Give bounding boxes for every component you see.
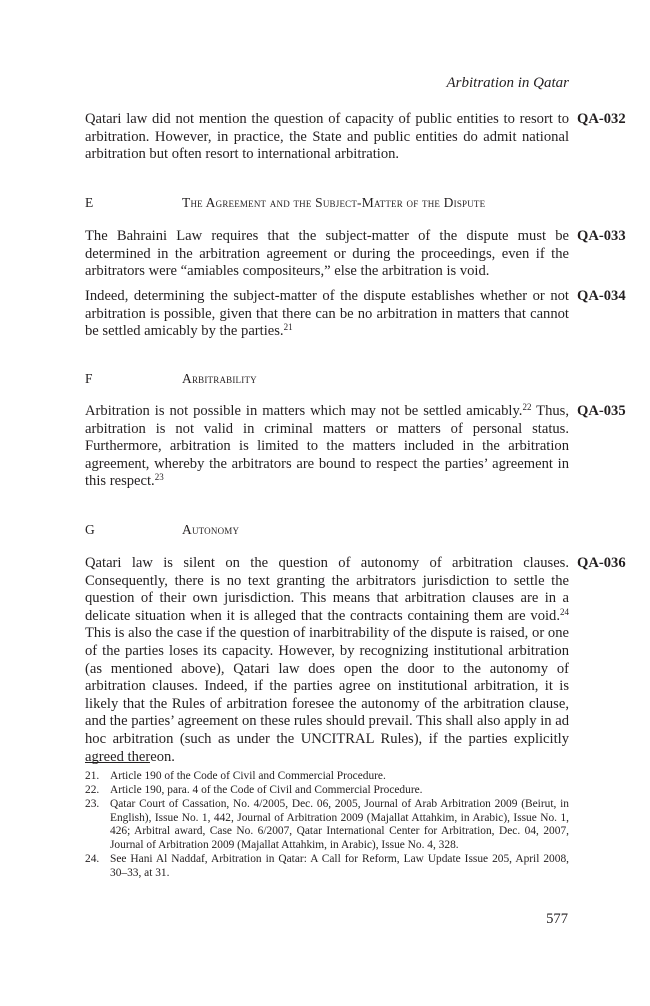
footnote-ref: 21 [283,322,293,333]
section-letter: E [85,195,94,210]
footnote-number: 21. [85,770,100,782]
margin-number-qa-034: QA-034 [577,288,626,304]
paragraph-qa-032: Qatari law did not mention the question of capacity of public entities to resort to arbitration. However, in practice, the State and public entities do admit national arbitration but often resort to international arbitration. [85,111,569,163]
footnote-text: Article 190, para. 4 of the Code of Civil and Commercial Procedure. [110,784,423,796]
paragraph-qa-034 [85,288,569,341]
paragraph-text: Indeed, determining the subject-matter of the dispute establishes whether or not arbitration is possible, given that there can be no arbitration in matters that cannot be settled amicably by the parties. [85,288,569,340]
margin-number-qa-033: QA-033 [577,228,626,244]
footnote-text: Article 190 of the Code of Civil and Commercial Procedure. [110,770,386,782]
running-head: Arbitration in Qatar [446,75,569,91]
section-title: Arbitrability [182,371,257,386]
footnote-text: See Hani Al Naddaf, Arbitration in Qatar: A Call for Reform, Law Update Issue 205, April 2008, 30–33, at 31. [110,853,569,879]
section-letter: F [85,371,93,386]
paragraph-qa-033: The Bahraini Law requires that the subject-matter of the dispute must be determined in the arbitration agreement or during the proceedings, even if the arbitrators were “amiables compositeurs,” else the arbitration is void. [85,228,569,280]
paragraph-text: Qatari law is silent on the question of autonomy of arbitration clauses. Consequently, there is no text granting the arbitrators jurisdiction to settle the question of their own jurisdiction. This means that arbitration clauses are in a delicate situation when it is alleged that the contracts containing them are void. [85,555,569,624]
footnote-23 [85,798,569,852]
paragraph-qa-035 [85,403,569,491]
section-title: Autonomy [182,522,240,537]
footnote-number: 23. [85,798,100,810]
paragraph-text: Arbitration is not possible in matters which may not be settled amicably. [85,403,523,419]
section-title: The Agreement and the Subject-Matter of the Dispute [182,195,486,210]
footnote-separator [85,762,150,763]
margin-number-qa-035: QA-035 [577,403,626,419]
footnote-21 [85,770,569,784]
footnote-ref: 23 [154,472,164,483]
paragraph-qa-036 [85,555,569,766]
paragraph-text: This is also the case if the question of inarbitrability of the dispute is raised, or one of the parties loses its capacity. However, by recognizing institutional arbitration (as mentioned above), Qatari law does open the door to the autonomy of arbitration clauses. Indeed, if the parties agree on institutional arbitration, it is likely that the Rules of arbitration foresee the autonomy of the arbitration clause, and the parties’ agreement on these rules should prevail. This shall also apply in ad hoc arbitration (such as under the UNCITRAL Rules), if the parties explicitly agreed thereon. [85,625,569,765]
paragraph-text: Thus, arbitration is not valid in criminal matters or matters of personal status. Furthermore, arbitration is limited to the matters included in the arbitration agreement, whereby the arbitrators are bound to respect the parties’ agreement in this respect. [85,403,569,490]
margin-number-qa-036: QA-036 [577,555,626,571]
footnote-ref: 22 [522,402,532,412]
margin-number-qa-032: QA-032 [577,111,626,127]
footnote-number: 22. [85,784,100,796]
footnote-22 [85,784,569,798]
section-letter: G [85,522,95,537]
footnote-number: 24. [85,853,100,865]
footnote-text: Qatar Court of Cassation, No. 4/2005, Dec. 06, 2005, Journal of Arab Arbitration 2009 (Beirut, in English), Issue No. 1, 442, Journal of Arbitration 2009 (Majallat Attahkim, in Arabic), Issue No. 1, 426; Arbitral award, Case No. 6/2007, Qatar International Center for Arbitration, Dec. 04, 2007, Journal of Arbitration 2009 (Majallat Attahkim, in Arabic), Issue No. 4, 328. [110,798,569,851]
page-number: 577 [546,911,568,927]
footnote-24 [85,853,569,880]
footnote-ref: 24 [560,606,569,617]
